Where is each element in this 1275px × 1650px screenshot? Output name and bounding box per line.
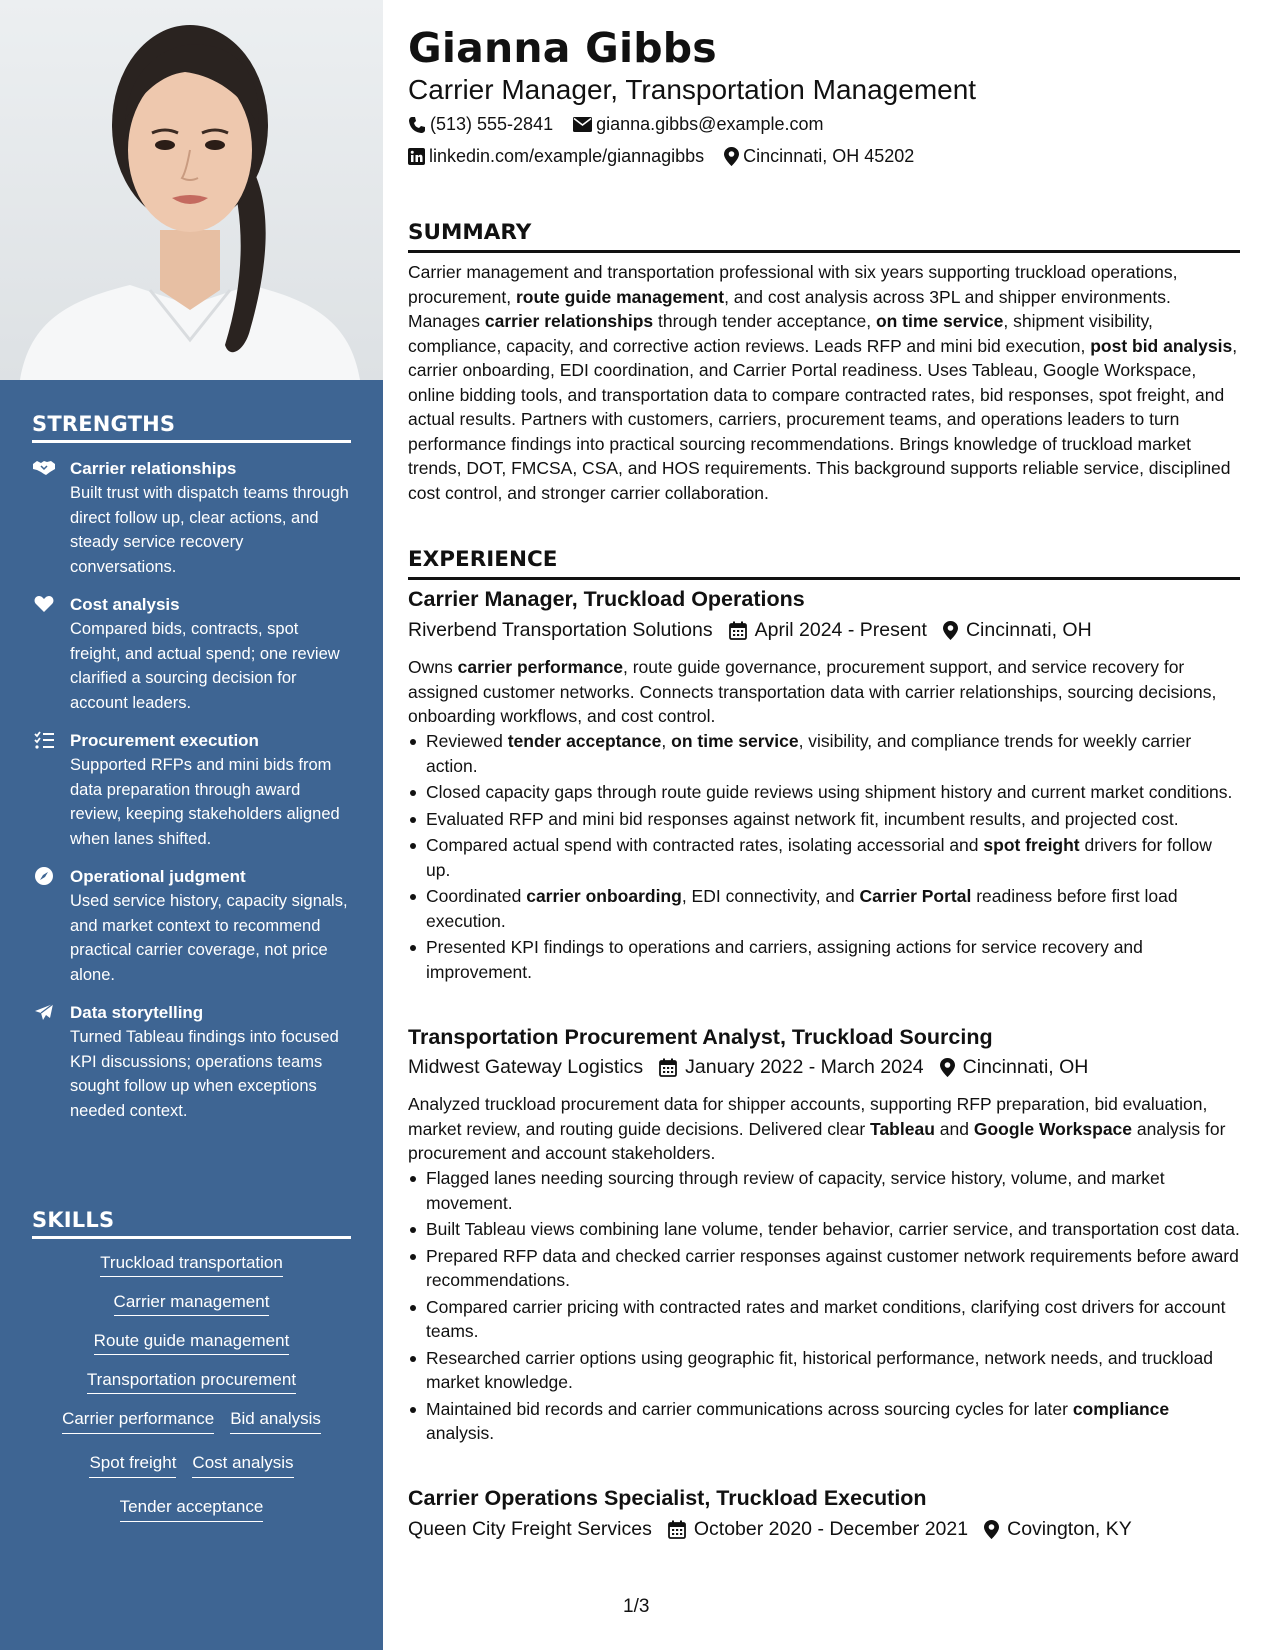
experience-heading: EXPERIENCE — [408, 547, 1240, 580]
bullet-item — [408, 1397, 1240, 1446]
map-pin-icon — [940, 1058, 955, 1077]
text-run: , route guide governance, procurement support, and service recovery for assigned customer networks. Connects transportation data with carrier relationships, sourcing decisions, onboarding workflows, and cost control. — [408, 657, 1217, 726]
job-title: Carrier Operations Specialist, Truckload Execution — [408, 1486, 927, 1510]
strength-desc: Used service history, capacity signals, and market context to recommend practical carrier coverage, not price alone. — [70, 892, 348, 984]
job-intro — [408, 1092, 1240, 1166]
strength-desc: Built trust with dispatch teams through direct follow up, clear actions, and steady service recovery conversations. — [70, 484, 349, 576]
strength-title: Procurement execution — [70, 731, 259, 750]
emphasis-text: carrier performance — [457, 657, 623, 677]
strength-item — [32, 865, 351, 987]
job-location-item — [940, 1056, 1089, 1079]
bullet-item — [408, 807, 1240, 832]
strengths-heading: STRENGTHS — [32, 412, 351, 443]
strength-title: Carrier relationships — [70, 459, 237, 478]
text-run: , and cost analysis across 3PL and shipper environments. Manages — [408, 286, 1171, 331]
location-text: Cincinnati, OH 45202 — [743, 146, 915, 166]
text-run: , shipment visibility, compliance, capacity, and corrective action reviews. Leads RFP and mini bid execution, — [408, 311, 1153, 356]
paper-plane-icon — [32, 1002, 56, 1022]
linkedin-text: linkedin.com/example/giannagibbs — [429, 146, 705, 166]
job-dates-item — [659, 1056, 923, 1079]
text-run: Compared carrier pricing with contracted rates and market conditions, clarifying cost drivers for account teams. — [426, 1296, 1226, 1341]
emphasis-text: on time service — [875, 311, 1004, 331]
strength-desc: Supported RFPs and mini bids from data preparation through award review, keeping stakeholders aligned when lanes shifted. — [70, 756, 340, 848]
contact-location — [724, 146, 914, 167]
text-run: Presented KPI findings to operations and carriers, assigning actions for service recovery and improvement. — [426, 937, 1143, 982]
job-title: Carrier Manager, Truckload Operations — [408, 587, 805, 611]
text-run: , — [661, 731, 672, 751]
emphasis-text: Google Workspace — [973, 1118, 1133, 1139]
contact-row — [408, 146, 934, 167]
skills-heading: SKILLS — [32, 1208, 351, 1239]
bullet-item — [408, 1295, 1240, 1344]
job-dates: April 2024 - Present — [754, 619, 927, 641]
job-dates-item — [729, 619, 927, 642]
job-location: Cincinnati, OH — [965, 619, 1092, 641]
bullet-item — [408, 1244, 1240, 1293]
text-run: drivers for follow up. — [426, 835, 1212, 880]
emphasis-text: carrier relationships — [484, 311, 654, 331]
phone-icon — [408, 116, 426, 134]
calendar-icon — [668, 1520, 686, 1539]
map-pin-icon — [943, 621, 958, 640]
job-dates-item — [668, 1518, 968, 1541]
skills-section — [32, 1208, 351, 1541]
text-run: analysis for procurement and account stakeholders. — [408, 1118, 1226, 1163]
job-intro — [408, 655, 1240, 729]
job-bullets — [408, 1166, 1240, 1448]
job-location: Covington, KY — [1007, 1518, 1132, 1540]
portrait-illustration — [0, 0, 383, 380]
text-run: Analyzed truckload procurement data for shipper accounts, supporting RFP preparation, bid evaluation, market review, and routing guide decisions. Delivered clear — [408, 1094, 1208, 1139]
emphasis-text: on time service — [671, 731, 799, 751]
skill-tag: Truckload transportation — [100, 1253, 283, 1277]
map-pin-icon — [724, 147, 739, 166]
bullet-item — [408, 780, 1240, 805]
bullet-item — [408, 729, 1240, 778]
strengths-section — [32, 412, 351, 1123]
skill-row — [32, 1331, 351, 1351]
emphasis-text: Carrier Portal — [859, 886, 972, 906]
profile-photo — [0, 0, 383, 380]
strength-title: Cost analysis — [70, 595, 180, 614]
text-run: Carrier management and transportation professional with six years supporting truckload operations, procurement, — [408, 262, 1178, 307]
strength-item — [32, 593, 351, 715]
bullet-item — [408, 833, 1240, 882]
strength-item — [32, 1001, 351, 1123]
text-run: , EDI connectivity, and — [681, 886, 860, 906]
compass-icon — [32, 866, 56, 886]
job-company: Midwest Gateway Logistics — [408, 1056, 644, 1078]
summary-text — [408, 260, 1240, 505]
handshake-icon — [32, 458, 56, 478]
text-run: Researched carrier options using geographic fit, historical performance, network needs, and truckload market knowledge. — [426, 1347, 1213, 1392]
strength-desc: Turned Tableau findings into focused KPI discussions; operations teams sought follow up when exceptions needed context. — [70, 1028, 339, 1120]
bullet-item — [408, 935, 1240, 984]
emphasis-text: Tableau — [870, 1118, 935, 1139]
text-run: Closed capacity gaps through route guide reviews using shipment history and current market conditions. — [426, 782, 1233, 802]
job-company: Queen City Freight Services — [408, 1518, 652, 1540]
candidate-name: Gianna Gibbs — [408, 24, 717, 72]
skill-tag: Tender acceptance — [120, 1497, 264, 1522]
checklist-icon — [32, 730, 56, 750]
job-meta — [408, 1518, 1148, 1541]
calendar-icon — [729, 621, 747, 640]
heart-icon — [32, 594, 56, 614]
map-pin-icon — [984, 1520, 999, 1539]
text-run: , carrier onboarding, EDI coordination, and Carrier Portal readiness. Uses Tableau, Google Workspace, online bidding tools, and transportation data to compare contracted rates, bid responses, spot freight, and actual results. Partners with customers, carriers, procurement teams, and operations leaders to turn performance findings into practical sourcing recommendations. Brings knowledge of truckload market trends, DOT, FMCSA, CSA, and HOS requirements. This background supports reliable service, disciplined cost control, and stronger carrier collaboration. — [408, 335, 1238, 503]
skill-tag: Carrier performance — [62, 1409, 214, 1434]
job-location: Cincinnati, OH — [962, 1056, 1089, 1078]
text-run: Coordinated — [426, 886, 527, 906]
strength-item — [32, 729, 351, 851]
skill-tag: Cost analysis — [192, 1453, 293, 1478]
emphasis-text: tender acceptance — [507, 731, 662, 751]
skill-tag: Bid analysis — [230, 1409, 321, 1434]
sidebar — [0, 0, 383, 1650]
text-run: through tender acceptance, — [653, 311, 876, 331]
skill-row — [32, 1292, 351, 1312]
candidate-title: Carrier Manager, Transportation Management — [408, 74, 977, 105]
bullet-item — [408, 1166, 1240, 1215]
text-run: Owns — [408, 657, 458, 677]
job-location-item — [984, 1518, 1132, 1541]
text-run: Maintained bid records and carrier communications across sourcing cycles for later — [426, 1398, 1073, 1419]
skill-tag: Spot freight — [89, 1453, 176, 1478]
skill-tag: Carrier management — [114, 1292, 270, 1316]
strength-title: Data storytelling — [70, 1003, 204, 1022]
skills-list — [32, 1253, 351, 1541]
strength-desc: Compared bids, contracts, spot freight, and actual spend; one review clarified a sourcing decision for account leaders. — [70, 620, 340, 712]
bullet-item — [408, 1346, 1240, 1395]
emphasis-text: carrier onboarding — [526, 886, 682, 906]
skill-row — [32, 1370, 351, 1390]
skill-tag: Transportation procurement — [87, 1370, 296, 1394]
job-title: Transportation Procurement Analyst, Truckload Sourcing — [408, 1025, 993, 1049]
emphasis-text: compliance — [1072, 1398, 1170, 1419]
job-company: Riverbend Transportation Solutions — [408, 619, 713, 641]
linkedin-icon — [408, 148, 425, 165]
strength-title: Operational judgment — [70, 867, 246, 886]
skill-row — [32, 1253, 351, 1273]
bullet-item — [408, 1217, 1240, 1242]
text-run: analysis. — [426, 1423, 495, 1443]
text-run: Compared actual spend with contracted rates, isolating accessorial and — [426, 835, 984, 855]
emphasis-text: spot freight — [983, 835, 1080, 855]
phone-text: (513) 555-2841 — [430, 114, 554, 134]
contact-phone[interactable] — [408, 114, 553, 135]
text-run: readiness before first load execution. — [426, 886, 1178, 931]
summary-heading: SUMMARY — [408, 220, 1240, 253]
text-run: Built Tableau views combining lane volume, tender behavior, carrier service, and transportation cost data. — [426, 1219, 1240, 1239]
calendar-icon — [659, 1058, 677, 1077]
job-meta — [408, 619, 1108, 642]
text-run: Evaluated RFP and mini bid responses against network fit, incumbent results, and projected cost. — [426, 808, 1179, 829]
job-dates: January 2022 - March 2024 — [685, 1056, 924, 1078]
job-meta — [408, 1056, 1104, 1079]
emphasis-text: post bid analysis — [1090, 335, 1233, 356]
text-run: Prepared RFP data and checked carrier responses against customer network requirements before award recommendations. — [426, 1245, 1239, 1290]
text-run: Reviewed — [426, 731, 508, 751]
job-bullets — [408, 729, 1240, 986]
job-dates: October 2020 - December 2021 — [693, 1518, 969, 1540]
text-run: , visibility, and compliance trends for weekly carrier action. — [426, 731, 1192, 776]
strength-item — [32, 457, 351, 579]
job-location-item — [943, 619, 1092, 642]
emphasis-text: route guide management — [515, 286, 725, 307]
email-text: gianna.gibbs@example.com — [596, 114, 824, 134]
page-number: 1/3 — [623, 1596, 650, 1617]
contact-email[interactable] — [573, 114, 823, 135]
contact-linkedin[interactable] — [408, 146, 704, 167]
text-run: Flagged lanes needing sourcing through review of capacity, service history, volume, and market movement. — [426, 1168, 1165, 1213]
envelope-icon — [573, 117, 592, 132]
bullet-item — [408, 884, 1240, 933]
text-run: and — [934, 1118, 974, 1139]
contact-row — [408, 114, 844, 135]
skill-tag: Route guide management — [94, 1331, 290, 1355]
